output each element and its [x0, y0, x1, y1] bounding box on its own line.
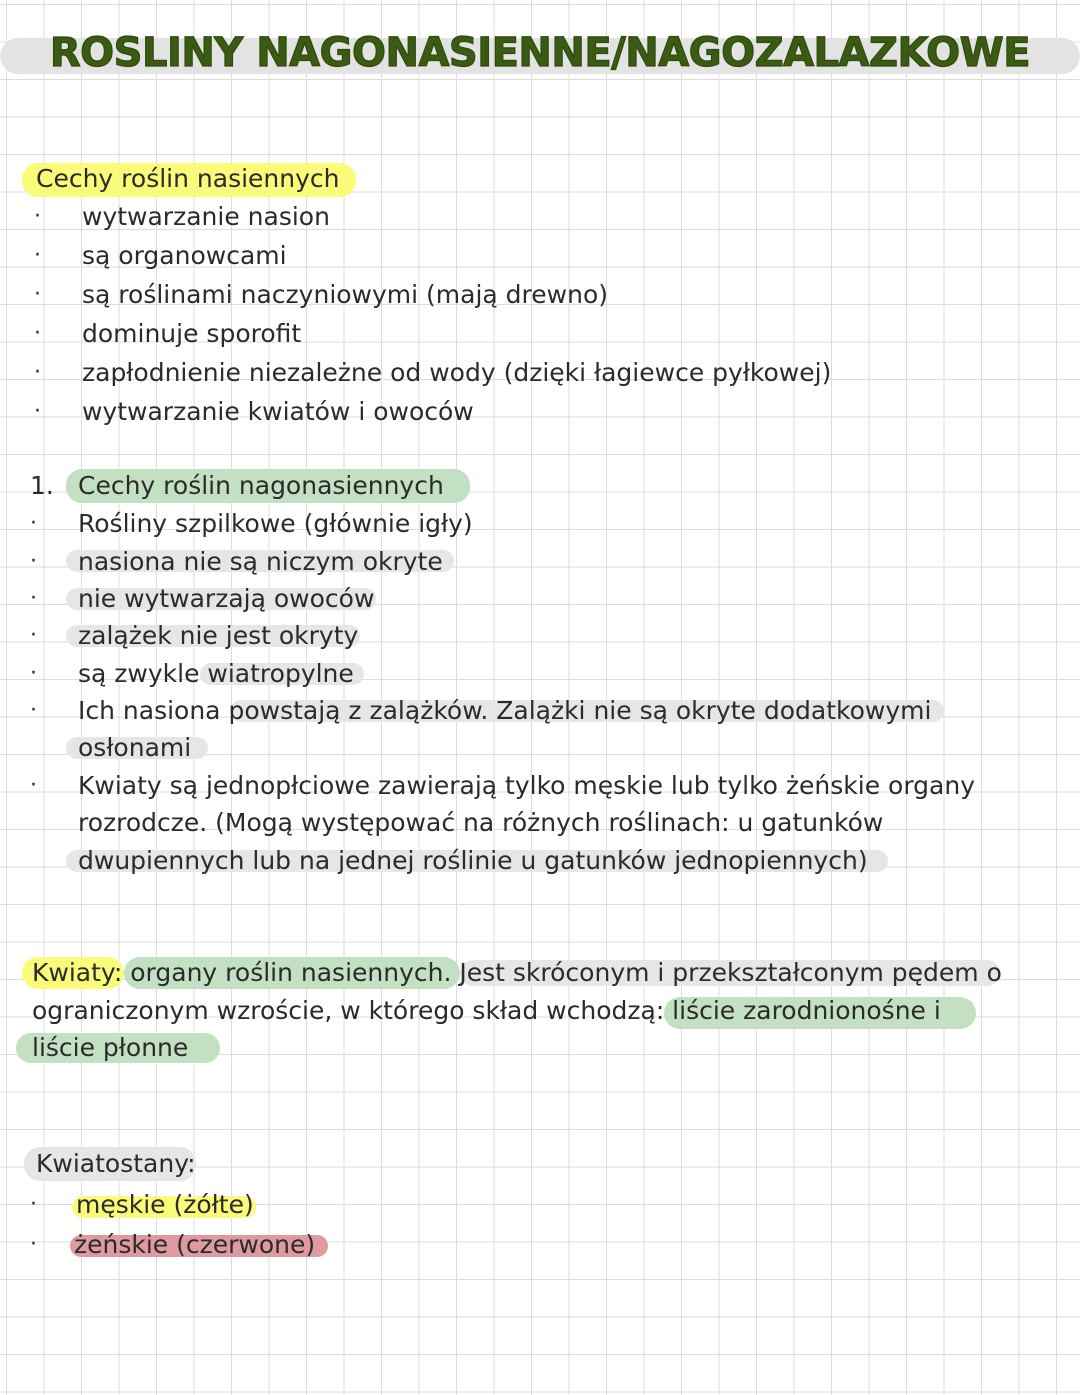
section2-item-continued: dwupiennych lub na jednej roślinie u gatunków jednopiennych) — [78, 846, 868, 875]
bullet-dot: · — [30, 698, 37, 723]
section2-item: zalążek nie jest okryty — [78, 621, 359, 650]
bullet-dot: · — [30, 1232, 37, 1257]
bullet-dot: · — [34, 399, 41, 424]
section2-item: Ich nasiona powstają z zalążków. Zalążki nie są okryte dodatkowymi — [78, 696, 932, 725]
section4-heading: Kwiatostany: — [36, 1149, 196, 1178]
section3-line: liście płonne — [32, 1033, 189, 1062]
section1-heading: Cechy roślin nasiennych — [36, 164, 340, 193]
bullet-dot: · — [34, 204, 41, 229]
bullet-dot: · — [34, 360, 41, 385]
section1-item: są organowcami — [82, 241, 287, 270]
section1-item: wytwarzanie nasion — [82, 202, 330, 231]
section2-item: Kwiaty są jednopłciowe zawierają tylko męskie lub tylko żeńskie organy — [78, 771, 975, 800]
bullet-dot: · — [30, 661, 37, 686]
section1-item: są roślinami naczyniowymi (mają drewno) — [82, 280, 609, 309]
bullet-dot: · — [30, 586, 37, 611]
section3-line: ograniczonym wzroście, w którego skład wchodzą: liście zarodnionośne i — [32, 996, 941, 1025]
section2-item: nie wytwarzają owoców — [78, 584, 375, 613]
section1-item: dominuje sporofit — [82, 319, 302, 348]
section1-item: wytwarzanie kwiatów i owoców — [82, 397, 474, 426]
page-title: ROSLINY NAGONASIENNE/NAGOZALAZKOWE — [49, 30, 1031, 76]
bullet-dot: · — [34, 282, 41, 307]
section2-number: 1. — [30, 471, 54, 500]
section2-item-continued: osłonami — [78, 733, 192, 762]
section4-item: żeńskie (czerwone) — [74, 1230, 316, 1259]
bullet-dot: · — [30, 511, 37, 536]
bullet-dot: · — [30, 623, 37, 648]
bullet-dot: · — [34, 321, 41, 346]
section4-item: męskie (żółte) — [76, 1190, 254, 1219]
section2-item: są zwykle wiatropylne — [78, 659, 354, 688]
section2-item: Rośliny szpilkowe (głównie igły) — [78, 509, 473, 538]
section1-item: zapłodnienie niezależne od wody (dzięki łagiewce pyłkowej) — [82, 358, 832, 387]
section3-line: Kwiaty: organy roślin nasiennych. Jest skróconym i przekształconym pędem o — [32, 958, 1002, 987]
bullet-dot: · — [30, 773, 37, 798]
section2-heading: Cechy roślin nagonasiennych — [78, 471, 444, 500]
section2-item: nasiona nie są niczym okryte — [78, 547, 443, 576]
bullet-dot: · — [34, 243, 41, 268]
section2-item-continued: rozrodcze. (Mogą występować na różnych roślinach: u gatunków — [78, 808, 884, 837]
bullet-dot: · — [30, 1192, 37, 1217]
bullet-dot: · — [30, 549, 37, 574]
